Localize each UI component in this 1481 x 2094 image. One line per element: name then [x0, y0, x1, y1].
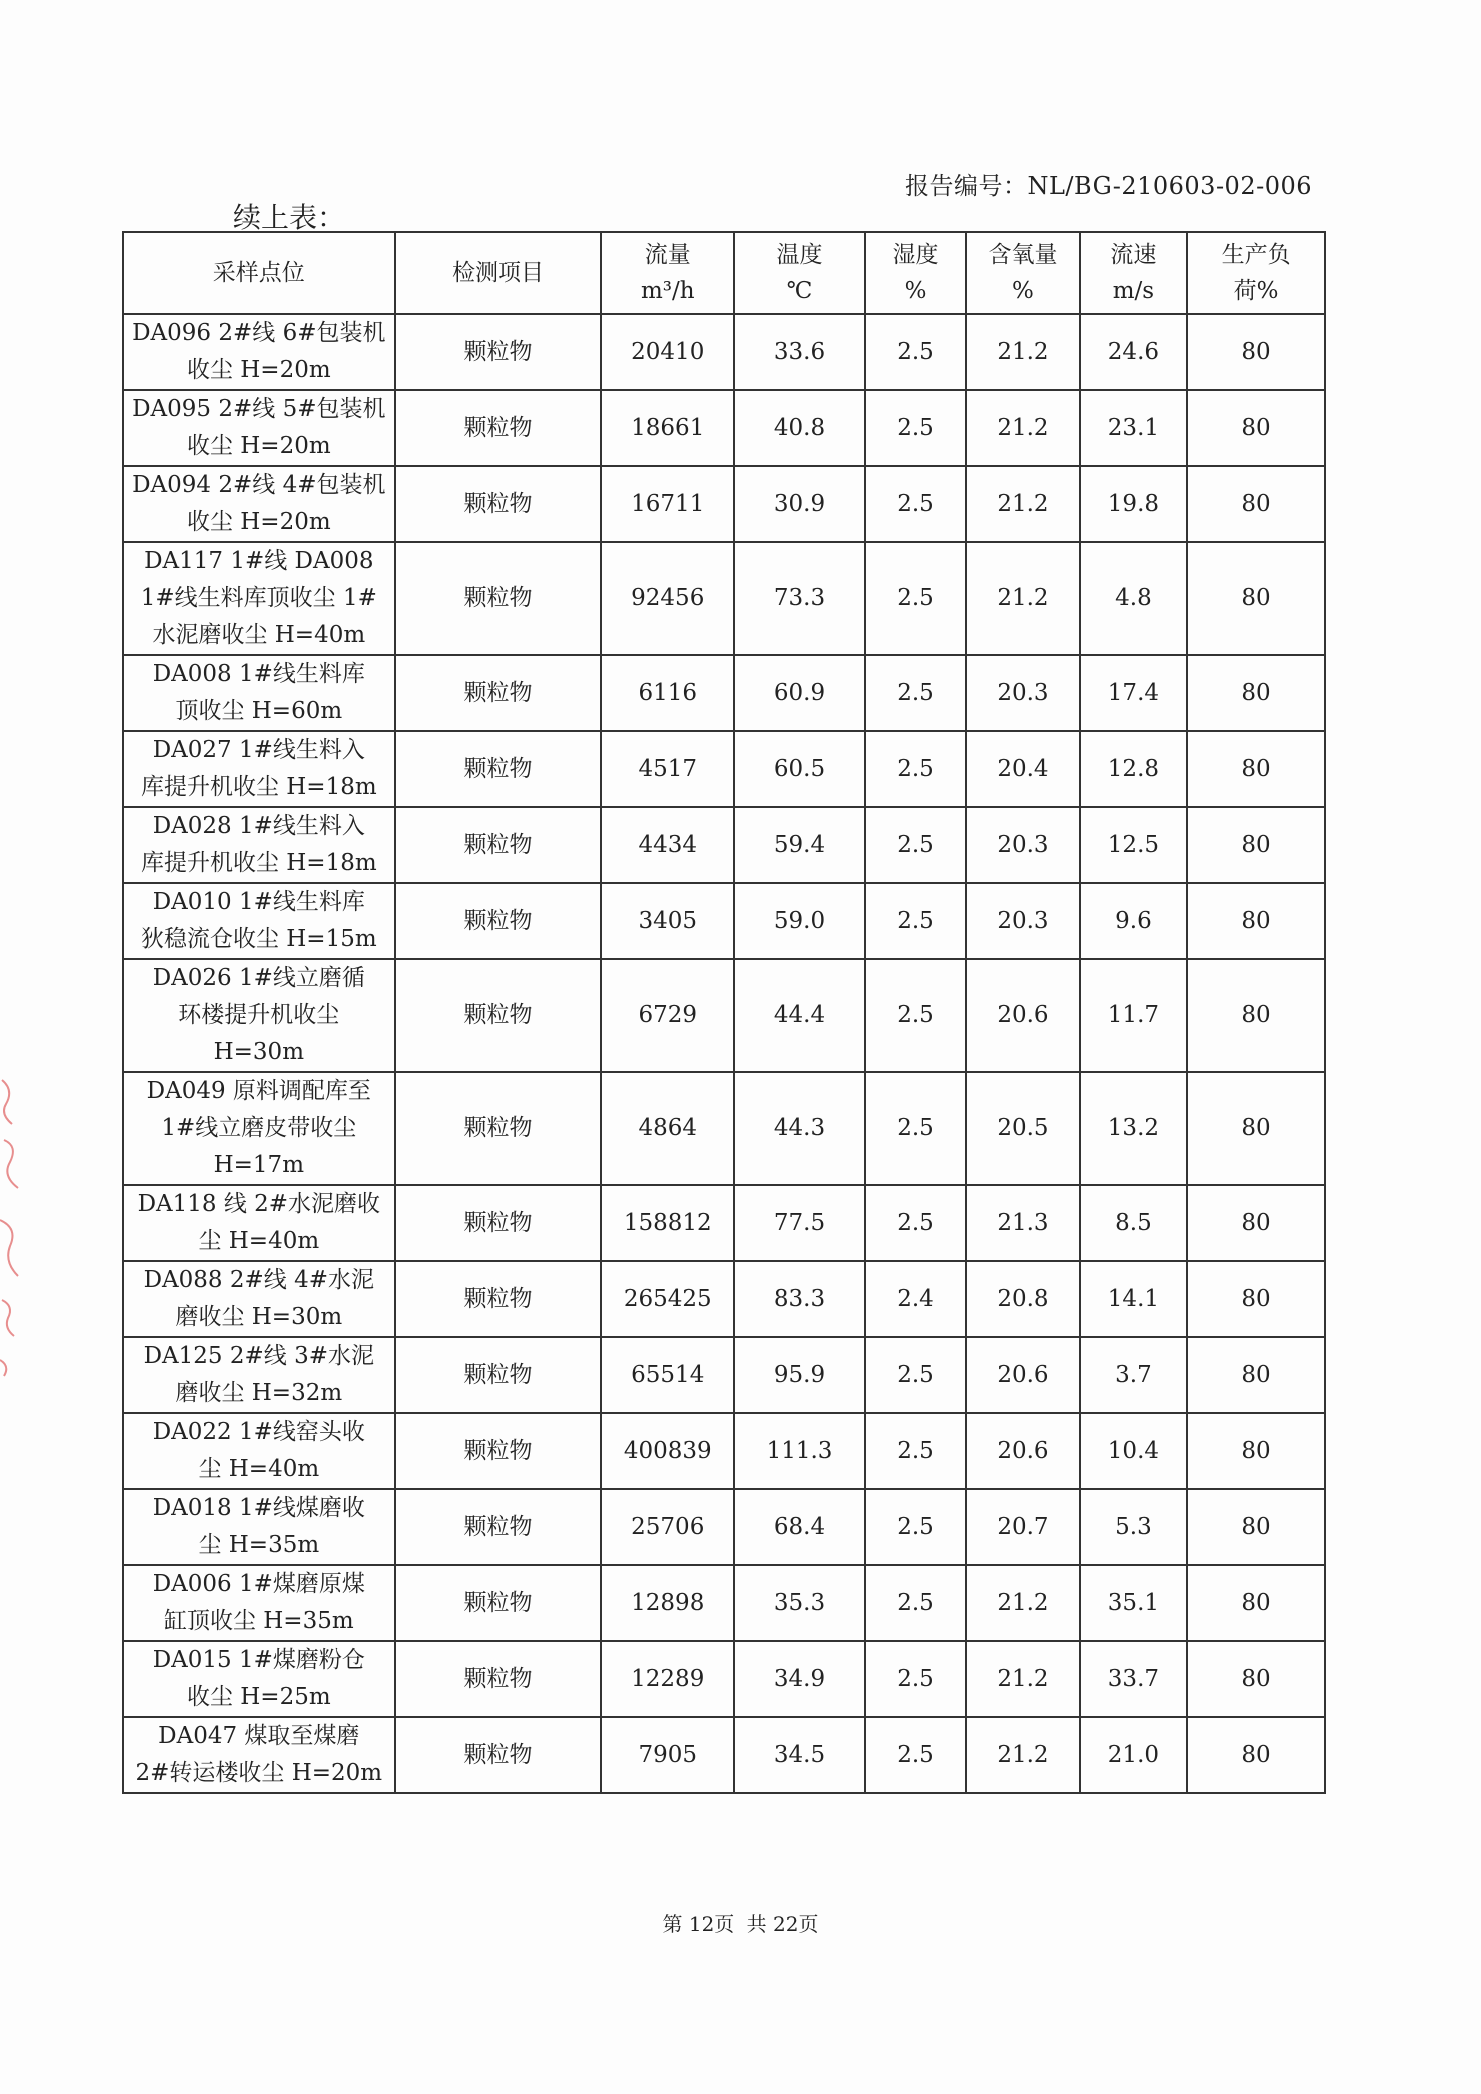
table-row	[123, 807, 1325, 883]
cell-item: 颗粒物	[395, 390, 602, 466]
location-line: DA010 1#线生料库	[152, 889, 365, 915]
location-line: DA018 1#线煤磨收	[152, 1495, 365, 1521]
cell-load: 80	[1187, 1413, 1325, 1489]
header-location: 采样点位	[123, 232, 395, 314]
cell-location	[123, 959, 395, 1072]
cell-humidity: 2.5	[865, 1489, 966, 1565]
cell-velocity: 14.1	[1080, 1261, 1187, 1337]
cell-temp: 44.3	[734, 1072, 865, 1185]
cell-velocity: 5.3	[1080, 1489, 1187, 1565]
cell-oxygen: 20.8	[966, 1261, 1080, 1337]
cell-item: 颗粒物	[395, 1185, 602, 1261]
cell-temp: 83.3	[734, 1261, 865, 1337]
location-line: 收尘 H=25m	[186, 1684, 331, 1710]
cell-flow: 12898	[601, 1565, 734, 1641]
cell-load: 80	[1187, 1337, 1325, 1413]
cell-velocity: 35.1	[1080, 1565, 1187, 1641]
cell-humidity: 2.5	[865, 959, 966, 1072]
cell-location	[123, 883, 395, 959]
cell-load: 80	[1187, 542, 1325, 655]
cell-location	[123, 1565, 395, 1641]
table-row	[123, 1072, 1325, 1185]
cell-velocity: 23.1	[1080, 390, 1187, 466]
table-row	[123, 466, 1325, 542]
cell-flow: 4517	[601, 731, 734, 807]
cell-flow: 3405	[601, 883, 734, 959]
table-row	[123, 390, 1325, 466]
cell-temp: 34.5	[734, 1717, 865, 1793]
location-line: 环楼提升机收尘	[178, 1002, 340, 1028]
table-row	[123, 1261, 1325, 1337]
cell-flow: 7905	[601, 1717, 734, 1793]
cell-location	[123, 390, 395, 466]
cell-temp: 33.6	[734, 314, 865, 390]
header-temp: 温度 ℃	[734, 232, 865, 314]
cell-temp: 34.9	[734, 1641, 865, 1717]
cell-load: 80	[1187, 466, 1325, 542]
cell-load: 80	[1187, 655, 1325, 731]
cell-temp: 35.3	[734, 1565, 865, 1641]
location-line: 狄稳流仓收尘 H=15m	[140, 926, 377, 952]
cell-location	[123, 1185, 395, 1261]
location-line: DA022 1#线窑头收	[152, 1419, 365, 1445]
cell-velocity: 24.6	[1080, 314, 1187, 390]
location-line: 2#转运楼收尘 H=20m	[135, 1760, 383, 1786]
cell-load: 80	[1187, 314, 1325, 390]
cell-temp: 59.4	[734, 807, 865, 883]
cell-location	[123, 314, 395, 390]
location-line: 库提升机收尘 H=18m	[140, 774, 377, 800]
report-number: 报告编号：NL/BG-210603-02-006	[905, 172, 1313, 200]
cell-flow: 6116	[601, 655, 734, 731]
cell-velocity: 11.7	[1080, 959, 1187, 1072]
cell-humidity: 2.5	[865, 1413, 966, 1489]
cell-item: 颗粒物	[395, 1337, 602, 1413]
cell-load: 80	[1187, 1489, 1325, 1565]
cell-velocity: 21.0	[1080, 1717, 1187, 1793]
cell-flow: 265425	[601, 1261, 734, 1337]
cell-item: 颗粒物	[395, 655, 602, 731]
cell-oxygen: 21.2	[966, 390, 1080, 466]
cell-location	[123, 1072, 395, 1185]
cell-location	[123, 655, 395, 731]
cell-item: 颗粒物	[395, 314, 602, 390]
header-humidity: 湿度 %	[865, 232, 966, 314]
cell-oxygen: 20.6	[966, 1413, 1080, 1489]
location-line: 尘 H=40m	[198, 1456, 320, 1482]
table-row	[123, 314, 1325, 390]
header-velocity: 流速 m/s	[1080, 232, 1187, 314]
header-load: 生产负 荷%	[1187, 232, 1325, 314]
cell-location	[123, 807, 395, 883]
page-footer	[0, 1908, 1481, 1937]
cell-location	[123, 1641, 395, 1717]
cell-humidity: 2.5	[865, 1565, 966, 1641]
cell-location	[123, 542, 395, 655]
cell-load: 80	[1187, 883, 1325, 959]
cell-oxygen: 21.2	[966, 1565, 1080, 1641]
cell-humidity: 2.4	[865, 1261, 966, 1337]
cell-humidity: 2.5	[865, 655, 966, 731]
cell-location	[123, 1489, 395, 1565]
cell-flow: 400839	[601, 1413, 734, 1489]
cell-load: 80	[1187, 1261, 1325, 1337]
cell-temp: 30.9	[734, 466, 865, 542]
table-row	[123, 1413, 1325, 1489]
cell-item: 颗粒物	[395, 1641, 602, 1717]
cell-oxygen: 20.3	[966, 883, 1080, 959]
cell-humidity: 2.5	[865, 1641, 966, 1717]
cell-oxygen: 21.2	[966, 1641, 1080, 1717]
cell-oxygen: 21.3	[966, 1185, 1080, 1261]
cell-humidity: 2.5	[865, 1072, 966, 1185]
location-line: 收尘 H=20m	[186, 509, 331, 535]
cell-item: 颗粒物	[395, 1261, 602, 1337]
cell-location	[123, 731, 395, 807]
cell-item: 颗粒物	[395, 883, 602, 959]
header-oxygen: 含氧量 %	[966, 232, 1080, 314]
cell-humidity: 2.5	[865, 1337, 966, 1413]
cell-temp: 73.3	[734, 542, 865, 655]
cell-temp: 68.4	[734, 1489, 865, 1565]
cell-load: 80	[1187, 1072, 1325, 1185]
cell-velocity: 17.4	[1080, 655, 1187, 731]
cell-velocity: 9.6	[1080, 883, 1187, 959]
table-body	[123, 314, 1325, 1793]
cell-velocity: 4.8	[1080, 542, 1187, 655]
location-line: DA027 1#线生料入	[152, 737, 365, 763]
cell-flow: 4434	[601, 807, 734, 883]
cell-load: 80	[1187, 959, 1325, 1072]
location-line: DA118 线 2#水泥磨收	[137, 1191, 381, 1217]
page-number: 第 12页	[662, 1912, 735, 1936]
cell-humidity: 2.5	[865, 883, 966, 959]
cell-oxygen: 20.6	[966, 959, 1080, 1072]
cell-humidity: 2.5	[865, 807, 966, 883]
cell-oxygen: 20.3	[966, 807, 1080, 883]
cell-oxygen: 21.2	[966, 314, 1080, 390]
location-line: DA094 2#线 4#包装机	[132, 472, 386, 498]
cell-load: 80	[1187, 1565, 1325, 1641]
cell-item: 颗粒物	[395, 1717, 602, 1793]
cell-flow: 65514	[601, 1337, 734, 1413]
cell-flow: 18661	[601, 390, 734, 466]
location-line: DA049 原料调配库至	[146, 1078, 371, 1104]
cell-oxygen: 20.6	[966, 1337, 1080, 1413]
header-item: 检测项目	[395, 232, 602, 314]
location-line: 磨收尘 H=30m	[175, 1304, 343, 1330]
cell-flow: 6729	[601, 959, 734, 1072]
cell-load: 80	[1187, 1641, 1325, 1717]
location-line: DA088 2#线 4#水泥	[143, 1267, 374, 1293]
location-line: H=17m	[213, 1152, 304, 1178]
location-line: DA096 2#线 6#包装机	[132, 320, 386, 346]
table-row	[123, 1185, 1325, 1261]
cell-load: 80	[1187, 807, 1325, 883]
cell-humidity: 2.5	[865, 1185, 966, 1261]
location-line: 水泥磨收尘 H=40m	[152, 622, 366, 648]
cell-location	[123, 1413, 395, 1489]
location-line: DA006 1#煤磨原煤	[152, 1571, 365, 1597]
location-line: DA026 1#线立磨循	[152, 965, 365, 991]
cell-velocity: 33.7	[1080, 1641, 1187, 1717]
cell-item: 颗粒物	[395, 542, 602, 655]
cell-temp: 40.8	[734, 390, 865, 466]
cell-item: 颗粒物	[395, 731, 602, 807]
table-row	[123, 883, 1325, 959]
cell-load: 80	[1187, 1717, 1325, 1793]
cell-humidity: 2.5	[865, 542, 966, 655]
cell-item: 颗粒物	[395, 1413, 602, 1489]
cell-temp: 44.4	[734, 959, 865, 1072]
location-line: 磨收尘 H=32m	[175, 1380, 343, 1406]
cell-temp: 60.9	[734, 655, 865, 731]
cell-oxygen: 21.2	[966, 466, 1080, 542]
cell-oxygen: 21.2	[966, 1717, 1080, 1793]
cell-location	[123, 1337, 395, 1413]
location-line: DA125 2#线 3#水泥	[143, 1343, 374, 1369]
location-line: 收尘 H=20m	[186, 357, 331, 383]
cell-velocity: 8.5	[1080, 1185, 1187, 1261]
cell-flow: 158812	[601, 1185, 734, 1261]
cell-temp: 111.3	[734, 1413, 865, 1489]
table-row	[123, 959, 1325, 1072]
cell-velocity: 12.5	[1080, 807, 1187, 883]
table-row	[123, 1565, 1325, 1641]
cell-humidity: 2.5	[865, 466, 966, 542]
cell-load: 80	[1187, 1185, 1325, 1261]
header-row	[123, 232, 1325, 314]
cell-flow: 25706	[601, 1489, 734, 1565]
cell-location	[123, 466, 395, 542]
cell-temp: 60.5	[734, 731, 865, 807]
header-flow: 流量 m³/h	[601, 232, 734, 314]
cell-oxygen: 20.7	[966, 1489, 1080, 1565]
table-row	[123, 1641, 1325, 1717]
cell-flow: 12289	[601, 1641, 734, 1717]
location-line: 尘 H=40m	[198, 1228, 320, 1254]
cell-oxygen: 20.4	[966, 731, 1080, 807]
cell-oxygen: 20.5	[966, 1072, 1080, 1185]
cell-humidity: 2.5	[865, 390, 966, 466]
location-line: 1#线立磨皮带收尘	[161, 1115, 357, 1141]
cell-velocity: 19.8	[1080, 466, 1187, 542]
location-line: DA117 1#线 DA008	[144, 548, 374, 574]
cell-flow: 20410	[601, 314, 734, 390]
cell-location	[123, 1261, 395, 1337]
table-row	[123, 542, 1325, 655]
cell-location	[123, 1717, 395, 1793]
cell-item: 颗粒物	[395, 1565, 602, 1641]
cell-temp: 59.0	[734, 883, 865, 959]
cell-flow: 4864	[601, 1072, 734, 1185]
cell-temp: 77.5	[734, 1185, 865, 1261]
cell-load: 80	[1187, 731, 1325, 807]
cell-flow: 92456	[601, 542, 734, 655]
cell-oxygen: 21.2	[966, 542, 1080, 655]
cell-item: 颗粒物	[395, 1489, 602, 1565]
table-row	[123, 1717, 1325, 1793]
cell-load: 80	[1187, 390, 1325, 466]
emission-data-table	[122, 231, 1326, 1794]
cell-velocity: 10.4	[1080, 1413, 1187, 1489]
location-line: DA047 煤取至煤磨	[158, 1723, 360, 1749]
cell-velocity: 13.2	[1080, 1072, 1187, 1185]
location-line: 1#线生料库顶收尘 1#	[140, 585, 377, 611]
location-line: 尘 H=35m	[198, 1532, 320, 1558]
location-line: 顶收尘 H=60m	[175, 698, 343, 724]
location-line: DA015 1#煤磨粉仓	[152, 1647, 365, 1673]
cell-item: 颗粒物	[395, 959, 602, 1072]
table-row	[123, 731, 1325, 807]
table-row	[123, 655, 1325, 731]
cell-item: 颗粒物	[395, 466, 602, 542]
continued-table-label: 续上表：	[233, 201, 346, 234]
cell-humidity: 2.5	[865, 1717, 966, 1793]
table-row	[123, 1337, 1325, 1413]
cell-oxygen: 20.3	[966, 655, 1080, 731]
cell-humidity: 2.5	[865, 314, 966, 390]
cell-temp: 95.9	[734, 1337, 865, 1413]
location-line: DA028 1#线生料入	[152, 813, 365, 839]
cell-item: 颗粒物	[395, 807, 602, 883]
location-line: DA008 1#线生料库	[152, 661, 365, 687]
cell-velocity: 3.7	[1080, 1337, 1187, 1413]
location-line: 库提升机收尘 H=18m	[140, 850, 377, 876]
location-line: DA095 2#线 5#包装机	[132, 396, 386, 422]
table-row	[123, 1489, 1325, 1565]
location-line: H=30m	[213, 1039, 304, 1065]
cell-item: 颗粒物	[395, 1072, 602, 1185]
location-line: 收尘 H=20m	[186, 433, 331, 459]
page-total: 共 22页	[746, 1912, 819, 1936]
cell-velocity: 12.8	[1080, 731, 1187, 807]
cell-humidity: 2.5	[865, 731, 966, 807]
location-line: 缸顶收尘 H=35m	[163, 1608, 354, 1634]
cell-flow: 16711	[601, 466, 734, 542]
red-seal-fragment	[0, 1070, 26, 1390]
